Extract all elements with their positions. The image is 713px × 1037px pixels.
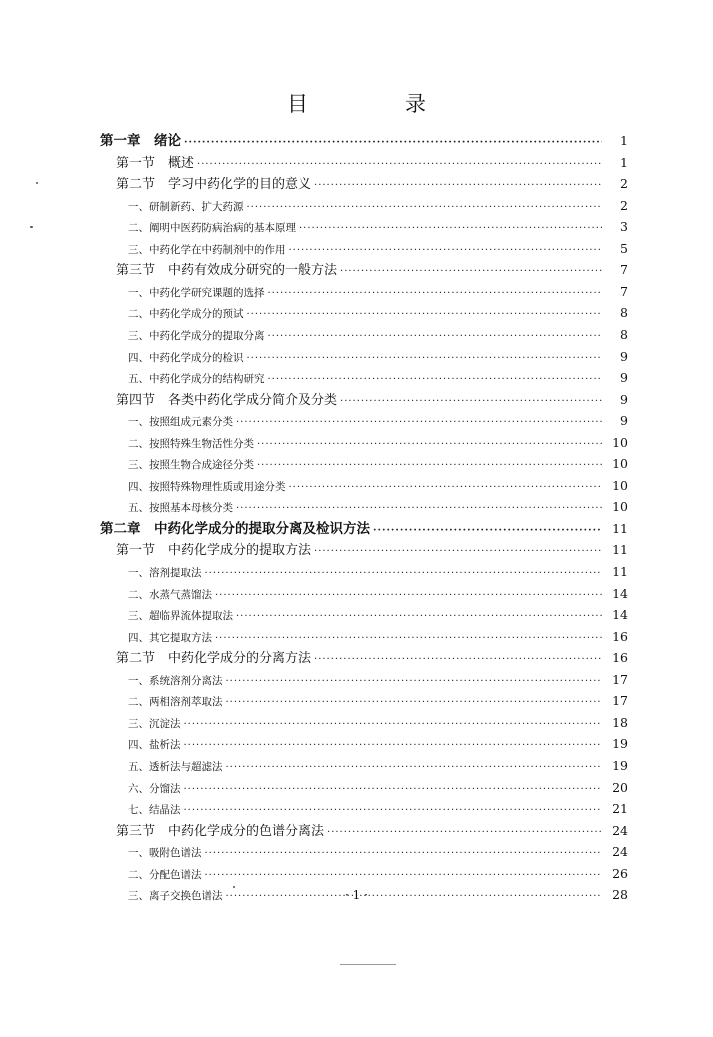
toc-entry-page: 7 [620,262,628,277]
dot-leader [226,693,603,713]
dot-leader [247,349,603,369]
toc-entry-section [116,540,628,560]
toc-entry-item [128,217,628,237]
dot-leader [247,305,603,325]
toc-entry-section [116,821,628,841]
toc-entry-label: 四、盐析法 [128,739,181,751]
toc-entry-label: 三、超临界流体提取法 [128,610,233,622]
toc-entry-item [128,454,628,474]
toc-entry-page: 16 [612,629,628,644]
toc-entry-label: 三、离子交换色谱法 [128,890,223,902]
toc-entry-label: 第三节 中药化学成分的色谱分离法 [116,824,325,839]
toc-entry-page: 9 [620,392,628,407]
dot-leader [268,370,603,390]
toc-entry-item [128,476,628,496]
page-number: · 1 · [345,888,368,902]
toc-entry-page: 2 [620,176,628,191]
toc-entry-item [128,325,628,345]
dot-leader [184,133,602,153]
toc-entry-page: 24 [612,823,628,838]
dot-leader [184,801,603,821]
toc-entry-page: 10 [612,478,628,493]
toc-entry-label: 五、透析法与超滤法 [128,761,223,773]
toc-entry-label: 一、溶剂提取法 [128,567,202,579]
toc-entry-label: 第三节 中药有效成分研究的一般方法 [116,263,338,278]
toc-entry-label: 二、阐明中医药防病治病的基本原理 [128,222,296,234]
dot-leader [257,435,602,455]
dot-leader [268,284,603,304]
toc-entry-page: 1 [620,133,628,148]
toc-entry-item [128,670,628,690]
toc-entry-label: 一、按照组成元素分类 [128,416,233,428]
dot-leader [205,564,603,584]
toc-entry-page: 11 [612,521,628,536]
toc-entry-label: 一、中药化学研究课题的选择 [128,287,265,299]
dot-leader [257,456,602,476]
toc-entry-item [128,239,628,259]
toc-entry-label: 七、结晶法 [128,804,181,816]
dot-leader [314,542,602,562]
toc-entry-item [128,842,628,862]
toc-entry-item [128,756,628,776]
toc-entry-item [128,799,628,819]
toc-entry-page: 20 [612,780,628,795]
toc-entry-page: 2 [620,198,628,213]
toc-entry-page: 5 [620,241,628,256]
toc-entry-item [128,196,628,216]
toc-entry-page: 17 [612,672,628,687]
dot-leader [184,780,603,800]
toc-entry-page: 7 [620,284,628,299]
toc-entry-item [128,411,628,431]
toc-entry-section [116,260,628,280]
dot-leader [247,198,603,218]
toc-entry-label: 一、研制新药、扩大药源 [128,201,244,213]
toc-entry-page: 17 [612,693,628,708]
toc-entry-label: 第一章 绪论 [100,133,181,149]
toc-entry-page: 10 [612,435,628,450]
dot-leader [205,866,603,886]
footer-rule [340,964,396,965]
toc-entry-page: 19 [612,736,628,751]
toc-entry-page: 8 [620,305,628,320]
dot-leader [215,629,602,649]
toc-entry-page: 8 [620,327,628,342]
dot-leader [299,219,602,239]
toc-entry-page: 24 [612,844,628,859]
toc-entry-label: 二、中药化学成分的预试 [128,308,244,320]
dot-leader [327,823,602,843]
toc-entry-page: 11 [612,564,628,579]
dot-leader [197,155,602,175]
toc-entry-item [128,713,628,733]
toc-entry-label: 第四节 各类中药化学成分简介及分类 [116,393,338,408]
toc-entry-label: 三、沉淀法 [128,718,181,730]
toc-entry-page: 1 [620,155,628,170]
toc-entry-page: 14 [612,586,628,601]
toc-entry-page: 19 [612,758,628,773]
toc-entry-label: 三、中药化学成分的提取分离 [128,330,265,342]
toc-entry-page: 9 [620,413,628,428]
toc-entry-page: 16 [612,650,628,665]
toc-entry-item [128,562,628,582]
toc-entry-label: 五、按照基本母核分类 [128,502,233,514]
scan-speck [233,886,235,888]
toc-entry-label: 一、吸附色谱法 [128,847,202,859]
toc-entry-label: 二、水蒸气蒸馏法 [128,589,212,601]
toc-entry-section [116,390,628,410]
toc-entry-label: 第一节 中药化学成分的提取方法 [116,543,312,558]
dot-leader [268,327,603,347]
toc-entry-label: 六、分馏法 [128,783,181,795]
toc-entry-label: 四、按照特殊物理性质或用途分类 [128,481,286,493]
dot-leader [340,392,602,412]
dot-leader [184,736,603,756]
toc-entry-page: 26 [612,866,628,881]
toc-entry-item [128,734,628,754]
dot-leader [289,241,603,261]
toc-entry-item [128,303,628,323]
dot-leader [340,262,602,282]
toc-entry-section [116,174,628,194]
toc-entry-section [116,153,628,173]
toc-entry-item [128,368,628,388]
toc-entry-item [128,433,628,453]
toc-entry-label: 第一节 概述 [116,156,195,171]
dot-leader [236,607,602,627]
toc-entry-label: 第二节 中药化学成分的分离方法 [116,651,312,666]
dot-leader [289,478,603,498]
toc-entry-page: 14 [612,607,628,622]
toc-entry-page: 18 [612,715,628,730]
dot-leader [226,672,603,692]
toc-entry-label: 三、按照生物合成途径分类 [128,459,254,471]
scan-speck [36,182,38,184]
toc-entry-item [128,691,628,711]
toc-entry-page: 10 [612,456,628,471]
toc-entry-label: 第二节 学习中药化学的目的意义 [116,177,312,192]
toc-entry-item [128,778,628,798]
toc-entry-label: 二、两相溶剂萃取法 [128,696,223,708]
toc-entry-item [128,497,628,517]
toc-entry-page: 21 [612,801,628,816]
toc-entry-chapter [100,131,628,151]
toc-entry-label: 三、中药化学在中药制剂中的作用 [128,244,286,256]
dot-leader [236,413,602,433]
toc-entry-page: 10 [612,499,628,514]
toc-entry-page: 9 [620,370,628,385]
dot-leader [226,758,603,778]
toc-entry-label: 二、按照特殊生物活性分类 [128,438,254,450]
toc-entry-page: 9 [620,349,628,364]
page-title: 目 录 [287,92,464,116]
toc-entry-label: 一、系统溶剂分离法 [128,675,223,687]
toc-entry-page: 3 [620,219,628,234]
toc-entry-label: 二、分配色谱法 [128,869,202,881]
toc-entry-item [128,605,628,625]
dot-leader [184,715,603,735]
dot-leader [236,499,602,519]
dot-leader [215,586,602,606]
toc-entry-label: 四、中药化学成分的检识 [128,352,244,364]
toc-entry-label: 五、中药化学成分的结构研究 [128,373,265,385]
toc-entry-page: 11 [612,542,628,557]
toc-entry-item [128,627,628,647]
dot-leader [205,844,603,864]
dot-leader [373,521,602,541]
toc-entry-chapter [100,519,628,539]
toc-entry-item [128,347,628,367]
scan-speck [30,226,33,228]
toc-entry-page: 28 [612,887,628,902]
toc-entry-label: 第二章 中药化学成分的提取分离及检识方法 [100,521,370,537]
toc-entry-item [128,282,628,302]
toc-entry-item [128,584,628,604]
dot-leader [314,650,602,670]
toc-entry-item [128,864,628,884]
dot-leader [314,176,602,196]
toc-entry-label: 四、其它提取方法 [128,632,212,644]
toc-entry-section [116,648,628,668]
